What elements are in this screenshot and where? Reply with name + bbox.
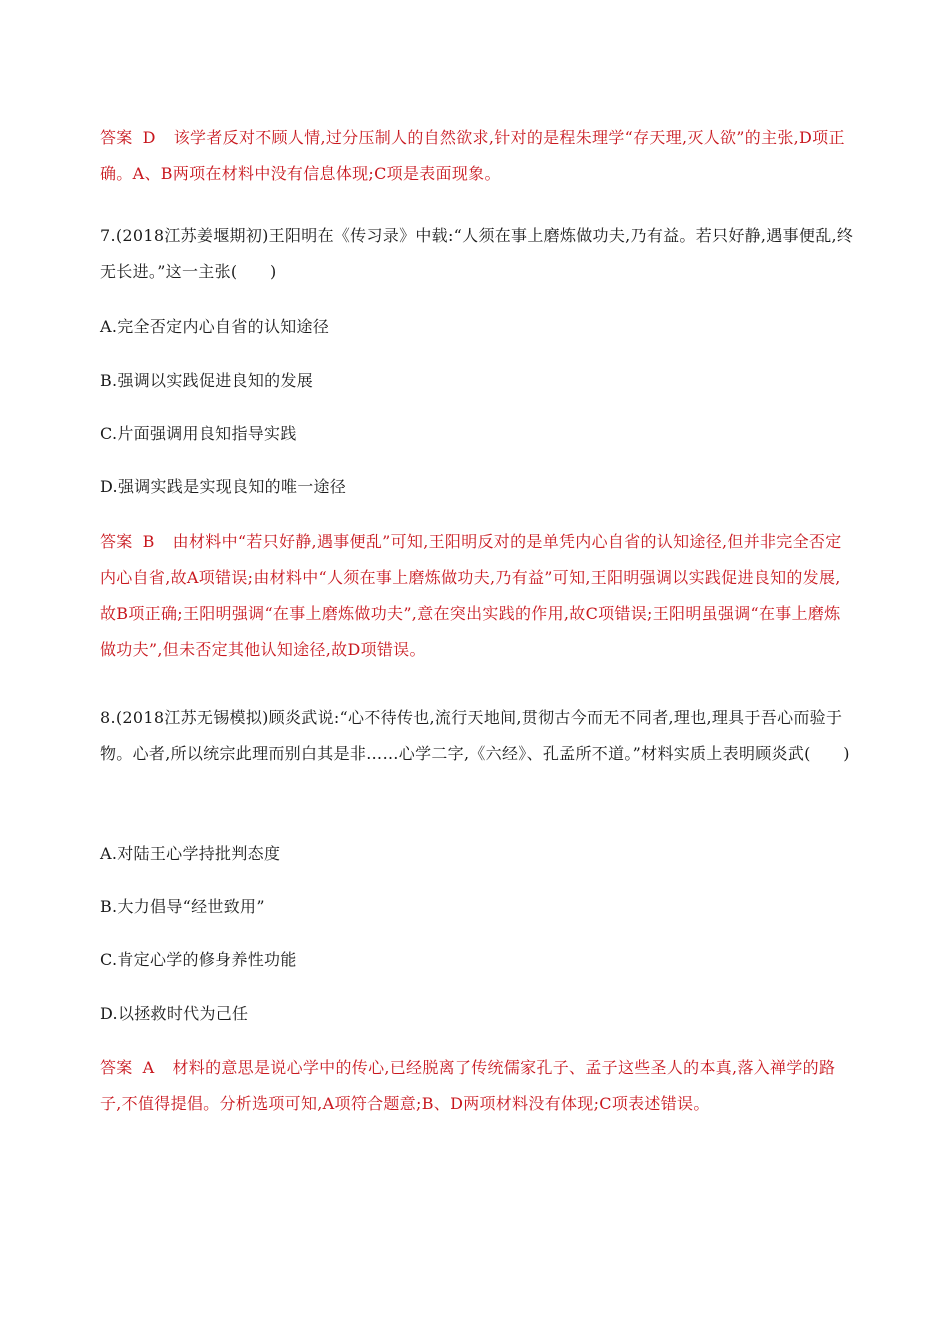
answer-6 [100,120,856,192]
question-8-stem: 8.(2018江苏无锡模拟)顾炎武说:“心不待传也,流行天地间,贯彻古今而无不同者,理也,理具于吾心而验于物。心者,所以统宗此理而别白其是非……心学二字,《六经》、孔孟所不道。”材料实质上表明顾炎武( ) [100,708,850,763]
answer-7 [100,524,856,668]
answer-text: 该学者反对不顾人情,过分压制人的自然欲求,针对的是程朱理学“存天理,灭人欲”的主张,D项正确。A、B两项在材料中没有信息体现;C项是表面现象。 [100,128,845,183]
question-7-stem: 7.(2018江苏姜堰期初)王阳明在《传习录》中载:“人须在事上磨炼做功夫,乃有益。若只好静,遇事便乱,终无长进。”这一主张( ) [100,226,854,281]
answer-key: B [142,532,155,551]
question-7-option-b: B.强调以实践促进良知的发展 [100,371,314,390]
answer-label: 答案 [100,532,133,551]
answer-label: 答案 [100,128,133,147]
answer-8 [100,1050,856,1122]
question-8-option-d: D.以拯救时代为己任 [100,1004,249,1023]
question-8-option-b: B.大力倡导“经世致用” [100,897,265,916]
question-7-option-d: D.强调实践是实现良知的唯一途径 [100,477,347,496]
question-7-option-a: A.完全否定内心自省的认知途径 [100,317,330,336]
answer-label: 答案 [100,1058,133,1077]
answer-text: 材料的意思是说心学中的传心,已经脱离了传统儒家孔子、孟子这些圣人的本真,落入禅学的路子,不值得提倡。分析选项可知,A项符合题意;B、D两项材料没有体现;C项表述错误。 [100,1058,836,1113]
question-8-option-c: C.肯定心学的修身养性功能 [100,950,297,969]
question-7-option-c: C.片面强调用良知指导实践 [100,424,297,443]
answer-key: D [142,128,156,147]
answer-key: A [142,1058,155,1077]
answer-text: 由材料中“若只好静,遇事便乱”可知,王阳明反对的是单凭内心自省的认知途径,但并非完全否定内心自省,故A项错误;由材料中“人须在事上磨炼做功夫,乃有益”可知,王阳明强调以实践促进良知的发展,故B项正确;王阳明强调“在事上磨炼做功夫”,意在突出实践的作用,故C项错误;王阳明虽强调“在事上磨炼做功夫”,但未否定其他认知途径,故D项错误。 [100,532,842,659]
question-8-option-a: A.对陆王心学持批判态度 [100,844,281,863]
